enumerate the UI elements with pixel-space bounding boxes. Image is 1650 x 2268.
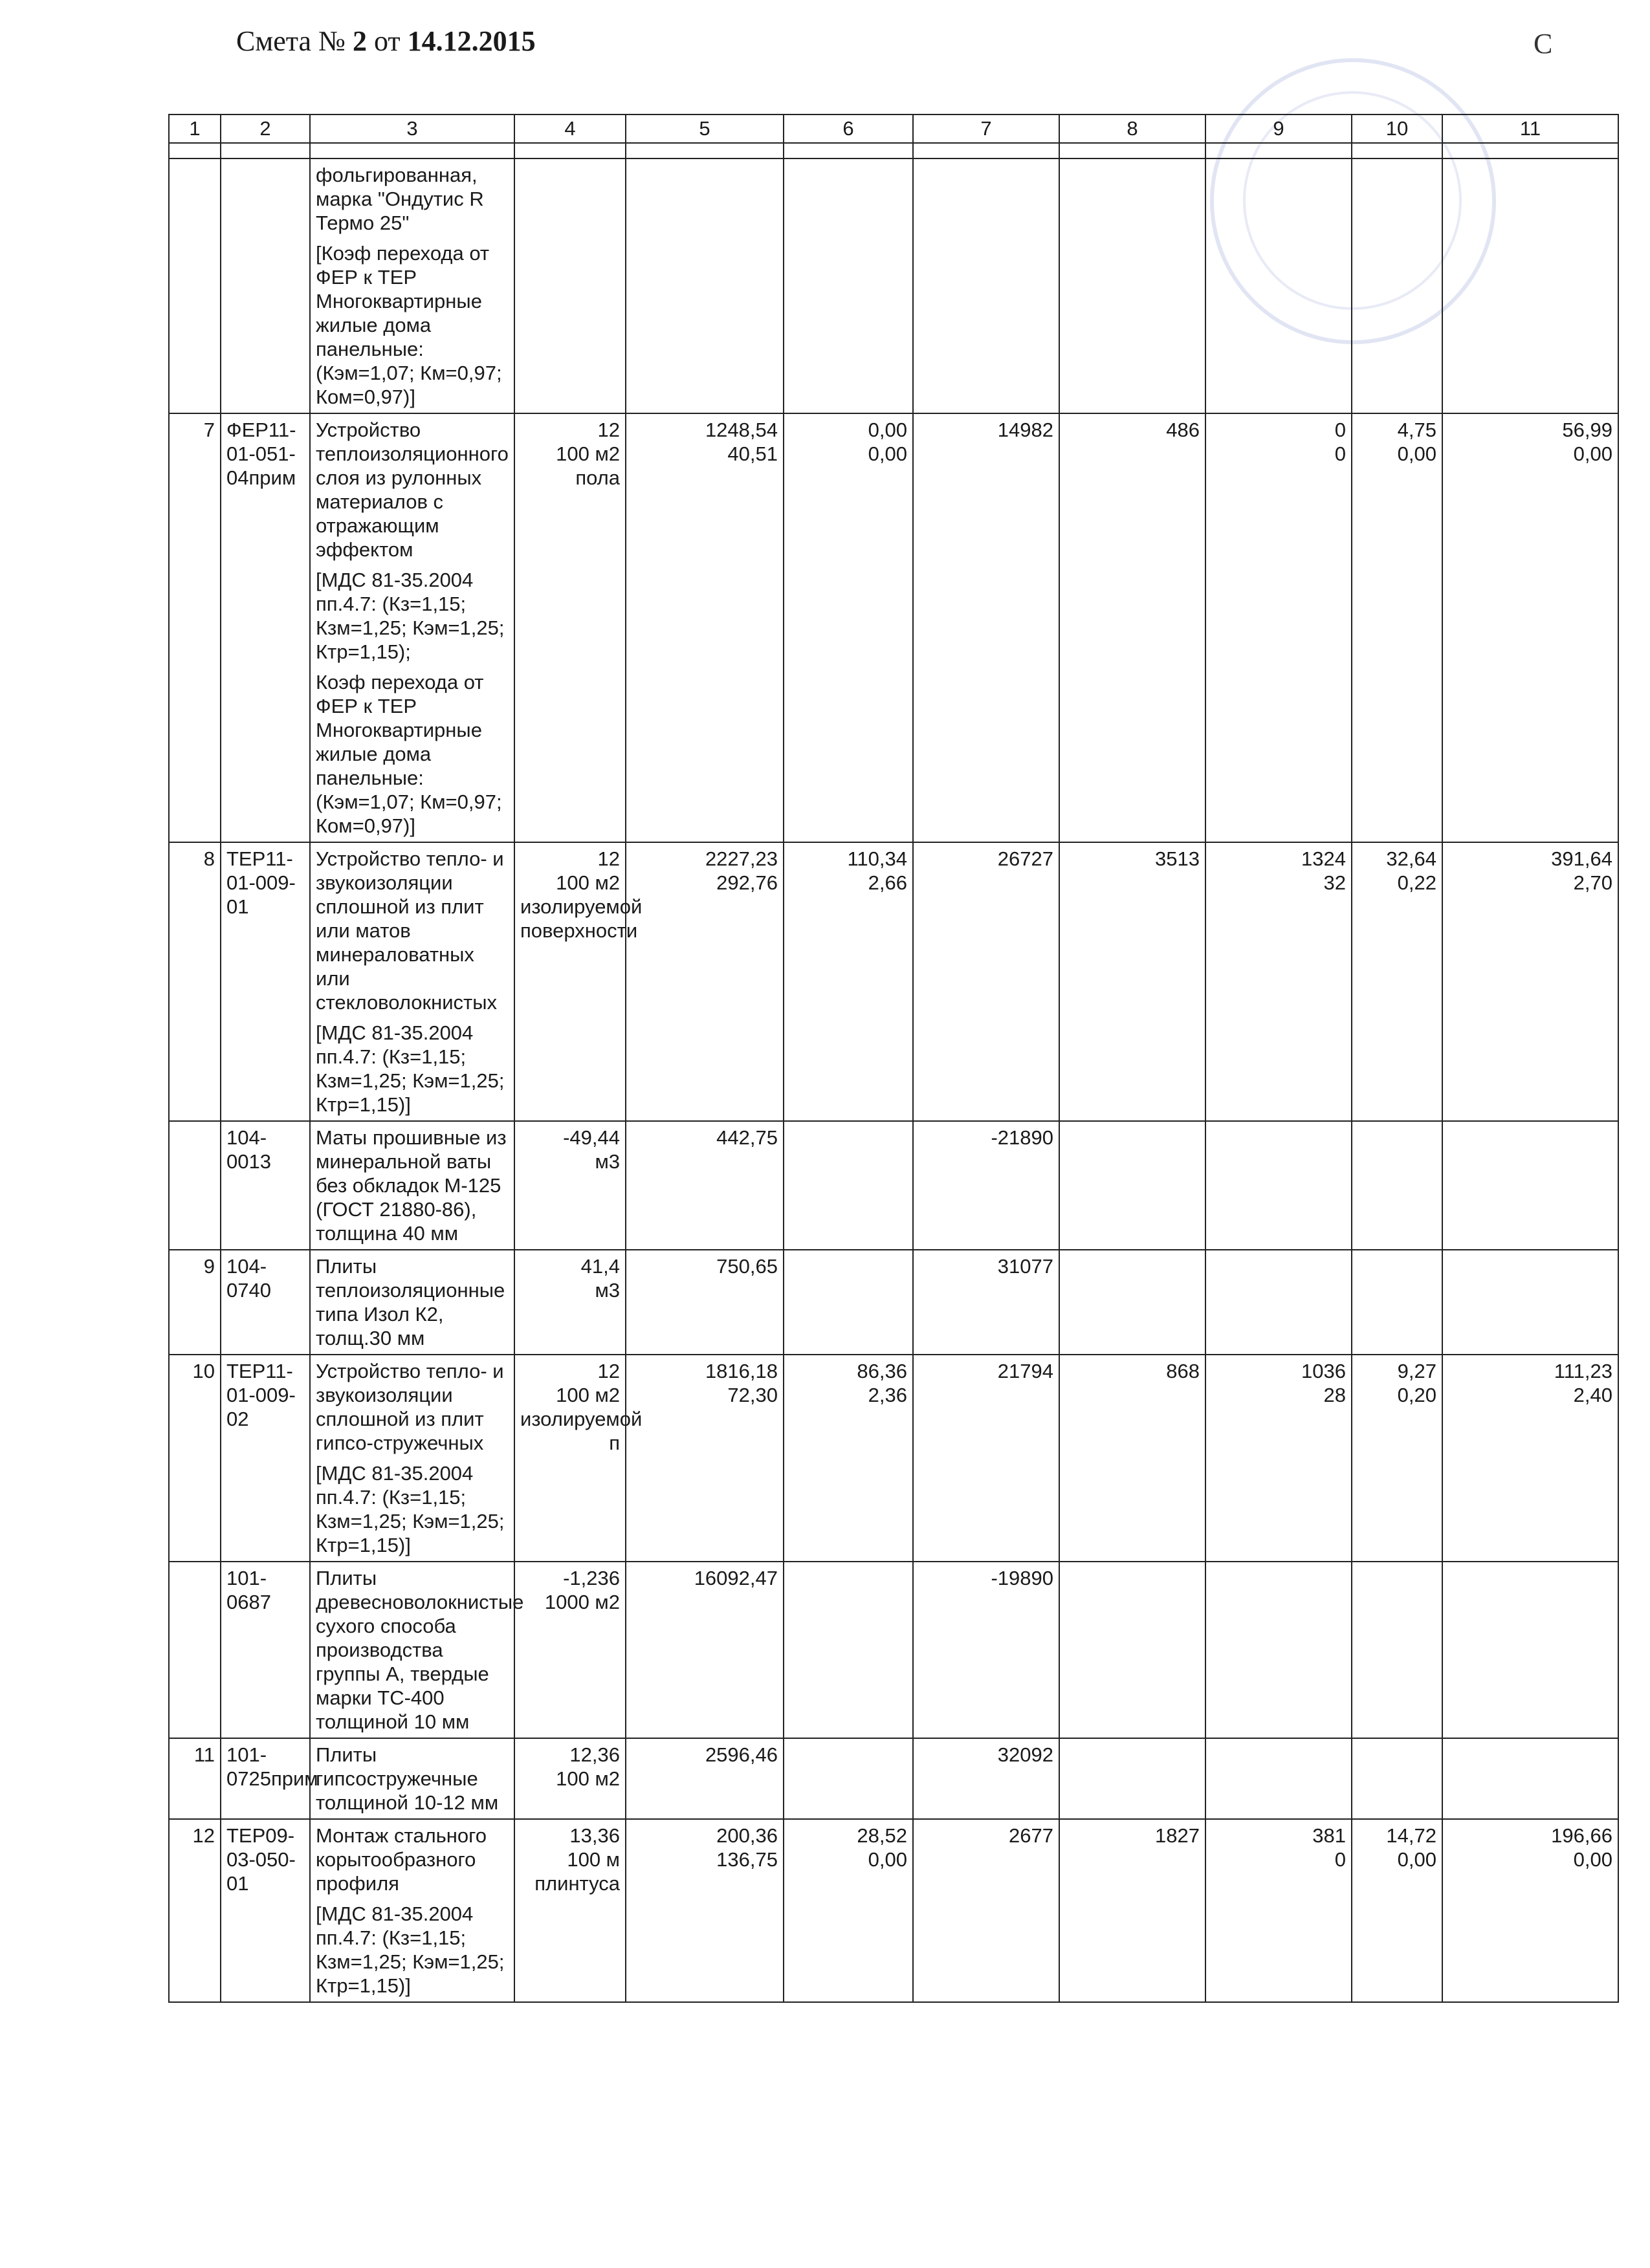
machine-total-line: 0	[1334, 419, 1346, 441]
machine-total-line: 381	[1312, 1824, 1346, 1847]
labor-unit-line: 0,00	[1397, 1848, 1436, 1871]
work-description	[310, 158, 514, 413]
unit-price	[626, 1819, 784, 2002]
column-header: 10	[1352, 114, 1442, 143]
machine-total-line: 1036	[1301, 1360, 1346, 1382]
unit-quantity-line: пола	[575, 466, 620, 489]
labor-unit	[1352, 1562, 1442, 1738]
row-number	[169, 158, 221, 413]
machine-cost-line: 0,00	[868, 419, 907, 441]
machine-total	[1205, 1562, 1352, 1738]
machine-total	[1205, 1250, 1352, 1355]
wages-cost: 3513	[1059, 842, 1205, 1121]
machine-cost-line: 28,52	[857, 1824, 907, 1847]
machine-total-line: 28	[1323, 1384, 1346, 1406]
machine-total-line: 0	[1334, 442, 1346, 465]
rate-code	[221, 158, 310, 413]
wages-cost	[1059, 158, 1205, 413]
unit-quantity-line: 100 м плинтуса	[534, 1848, 620, 1895]
unit-quantity	[514, 158, 626, 413]
column-header: 5	[626, 114, 784, 143]
machine-total-line: 1324	[1301, 847, 1346, 870]
unit-quantity	[514, 413, 626, 842]
column-header: 3	[310, 114, 514, 143]
work-description	[310, 1819, 514, 2002]
estimate-number: 2	[353, 25, 367, 57]
unit-quantity	[514, 1250, 626, 1355]
labor-unit-line: 9,27	[1397, 1360, 1436, 1382]
machine-cost-line: 110,34	[847, 847, 907, 870]
unit-quantity-line: 100 м2	[556, 442, 620, 465]
labor-total-line: 2,70	[1573, 871, 1612, 894]
labor-unit	[1352, 413, 1442, 842]
machine-cost-line: 86,36	[857, 1360, 907, 1382]
table-row	[169, 1121, 1618, 1250]
unit-price	[626, 1355, 784, 1562]
estimate-sheet	[168, 114, 1618, 2003]
unit-quantity-line: -1,236	[563, 1567, 620, 1589]
estimate-date: 14.12.2015	[407, 25, 536, 57]
unit-quantity	[514, 842, 643, 1121]
title-prefix: Смета №	[236, 25, 346, 57]
machine-total	[1205, 413, 1352, 842]
work-description-line: Монтаж стального корытообразного профиля	[316, 1824, 487, 1895]
work-description-line: Маты прошивные из минеральной ваты без обкладок М-125 (ГОСТ 21880-86), толщина 40 мм	[316, 1126, 507, 1245]
labor-unit	[1352, 1819, 1442, 2002]
table-row	[169, 1738, 1618, 1819]
labor-total-line: 0,00	[1573, 1848, 1612, 1871]
unit-price	[626, 1562, 784, 1738]
unit-price-line: 292,76	[716, 871, 778, 894]
machine-total	[1205, 1819, 1352, 2002]
work-description	[310, 1562, 524, 1738]
machine-total	[1205, 1355, 1352, 1562]
total-cost: 26727	[913, 842, 1059, 1121]
row-number: 12	[169, 1819, 221, 2002]
work-description-line: фольгированная, марка "Ондутис R Термо 25"	[316, 164, 484, 234]
labor-total	[1442, 1121, 1618, 1250]
row-number: 8	[169, 842, 221, 1121]
unit-quantity-line: 41,4	[580, 1255, 620, 1278]
unit-quantity-line: м3	[595, 1279, 620, 1302]
row-number: 11	[169, 1738, 221, 1819]
unit-price-line: 1248,54	[705, 419, 778, 441]
wages-cost	[1059, 1250, 1205, 1355]
machine-cost	[784, 1738, 913, 1819]
unit-price	[626, 1250, 784, 1355]
unit-price-line: 2227,23	[705, 847, 778, 870]
machine-cost	[784, 1562, 913, 1738]
unit-price-line: 200,36	[716, 1824, 778, 1847]
labor-total-line: 391,64	[1551, 847, 1612, 870]
total-cost: -21890	[913, 1121, 1059, 1250]
work-description-line: Устройство тепло- и звукоизоляции сплошной из плит гипсо-стружечных	[316, 1360, 504, 1454]
column-header: 2	[221, 114, 310, 143]
labor-unit	[1352, 1121, 1442, 1250]
machine-cost	[784, 1355, 913, 1562]
column-header: 1	[169, 114, 221, 143]
machine-cost	[784, 1250, 913, 1355]
unit-quantity-line: 12	[597, 419, 620, 441]
labor-unit-line: 0,20	[1397, 1384, 1436, 1406]
machine-cost	[784, 1819, 913, 2002]
work-description	[310, 1355, 514, 1562]
unit-quantity-line: 12	[597, 1360, 620, 1382]
machine-cost	[784, 413, 913, 842]
unit-quantity-line: 100 м2 изолируемой п	[520, 1384, 643, 1454]
column-header: 4	[514, 114, 626, 143]
labor-total	[1442, 1738, 1618, 1819]
rate-code: 104-0013	[221, 1121, 310, 1250]
machine-cost-line: 2,66	[868, 871, 907, 894]
unit-quantity-line: 1000 м2	[544, 1591, 620, 1613]
work-description	[310, 1738, 514, 1819]
labor-unit-line: 32,64	[1386, 847, 1436, 870]
estimate-table	[168, 114, 1619, 2003]
unit-price-line: 136,75	[716, 1848, 778, 1871]
machine-total-line: 0	[1334, 1848, 1346, 1871]
row-number: 7	[169, 413, 221, 842]
labor-total	[1442, 158, 1618, 413]
labor-unit-line: 0,00	[1397, 442, 1436, 465]
work-description-line: [МДС 81-35.2004 пп.4.7: (Кз=1,15; Кзм=1,25; Кэм=1,25; Ктр=1,15);	[316, 569, 505, 663]
wages-cost	[1059, 1738, 1205, 1819]
unit-price-line: 16092,47	[694, 1567, 778, 1589]
unit-quantity-line: 12	[597, 847, 620, 870]
machine-cost	[784, 158, 913, 413]
machine-total-line: 32	[1323, 871, 1346, 894]
unit-quantity	[514, 1355, 643, 1562]
rate-code: ТЕР11-01-009-02	[221, 1355, 310, 1562]
work-description-line: [МДС 81-35.2004 пп.4.7: (Кз=1,15; Кзм=1,25; Кэм=1,25; Ктр=1,15)]	[316, 1021, 505, 1116]
column-number-row	[169, 114, 1618, 143]
labor-total-line: 111,23	[1554, 1360, 1612, 1382]
table-row	[169, 158, 1618, 413]
table-row	[169, 1562, 1618, 1738]
unit-price	[626, 842, 784, 1121]
unit-price-line: 40,51	[727, 442, 778, 465]
labor-unit-line: 0,22	[1397, 871, 1436, 894]
table-row	[169, 1819, 1618, 2002]
unit-price-line: 2596,46	[705, 1743, 778, 1766]
work-description-line: Коэф перехода от ФЕР к ТЕР Многоквартирные жилые дома панельные: (Кэм=1,07; Км=0,97; Ком=0,97)]	[316, 671, 502, 837]
labor-unit	[1352, 158, 1442, 413]
unit-price	[626, 158, 784, 413]
work-description-line: Плиты гипсостружечные толщиной 10-12 мм	[316, 1743, 499, 1814]
total-cost: 21794	[913, 1355, 1059, 1562]
machine-total	[1205, 1738, 1352, 1819]
labor-unit-line: 4,75	[1397, 419, 1436, 441]
total-cost: 14982	[913, 413, 1059, 842]
work-description-line: [МДС 81-35.2004 пп.4.7: (Кз=1,15; Кзм=1,25; Кэм=1,25; Ктр=1,15)]	[316, 1462, 505, 1556]
labor-unit	[1352, 1355, 1442, 1562]
machine-cost-line: 2,36	[868, 1384, 907, 1406]
column-header: 9	[1205, 114, 1352, 143]
spacer-row	[169, 143, 1618, 158]
rate-code: 101-0725прим	[221, 1738, 310, 1819]
table-row	[169, 842, 1618, 1121]
labor-total	[1442, 1355, 1618, 1562]
total-cost: 31077	[913, 1250, 1059, 1355]
unit-price-line: 750,65	[716, 1255, 778, 1278]
rate-code: 104-0740	[221, 1250, 310, 1355]
wages-cost	[1059, 1121, 1205, 1250]
unit-price	[626, 413, 784, 842]
total-cost	[913, 158, 1059, 413]
machine-cost	[784, 1121, 913, 1250]
unit-quantity-line: 100 м2 изолируемой поверхности	[520, 871, 643, 942]
column-header: 11	[1442, 114, 1618, 143]
work-description	[310, 1250, 514, 1355]
row-number	[169, 1562, 221, 1738]
unit-quantity-line: 13,36	[569, 1824, 620, 1847]
work-description	[310, 842, 514, 1121]
table-row	[169, 1250, 1618, 1355]
rate-code: ТЕР11-01-009-01	[221, 842, 310, 1121]
table-row	[169, 1355, 1618, 1562]
unit-price	[626, 1121, 784, 1250]
row-number	[169, 1121, 221, 1250]
unit-quantity-line: 100 м2	[556, 1767, 620, 1790]
total-cost: 32092	[913, 1738, 1059, 1819]
unit-quantity	[514, 1121, 626, 1250]
machine-total	[1205, 1121, 1352, 1250]
wages-cost: 486	[1059, 413, 1205, 842]
labor-total-line: 0,00	[1573, 442, 1612, 465]
wages-cost: 1827	[1059, 1819, 1205, 2002]
labor-total	[1442, 1250, 1618, 1355]
labor-total-line: 56,99	[1562, 419, 1612, 441]
total-cost: -19890	[913, 1562, 1059, 1738]
rate-code: 101-0687	[221, 1562, 310, 1738]
unit-quantity	[514, 1738, 626, 1819]
work-description	[310, 1121, 514, 1250]
work-description-line: Плиты теплоизоляционные типа Изол К2, толщ.30 мм	[316, 1255, 505, 1349]
labor-unit	[1352, 842, 1442, 1121]
machine-cost-line: 0,00	[868, 442, 907, 465]
column-header: 6	[784, 114, 913, 143]
table-row	[169, 413, 1618, 842]
unit-quantity	[514, 1562, 626, 1738]
unit-quantity	[514, 1819, 626, 2002]
unit-price-line: 442,75	[716, 1126, 778, 1149]
unit-quantity-line: 12,36	[569, 1743, 620, 1766]
work-description-line: [Коэф перехода от ФЕР к ТЕР Многоквартирные жилые дома панельные: (Кэм=1,07; Км=0,97; Ком=0,97)]	[316, 242, 502, 408]
unit-quantity-line: м3	[595, 1150, 620, 1173]
corner-mark: С	[1534, 28, 1553, 60]
unit-price	[626, 1738, 784, 1819]
work-description-line: Плиты древесноволокнистые сухого способа производства группы А, твердые марки ТС-400 толщиной 10 мм	[316, 1567, 524, 1733]
labor-total-line: 2,40	[1573, 1384, 1612, 1406]
rate-code: ФЕР11-01-051-04прим	[221, 413, 310, 842]
machine-cost-line: 0,00	[868, 1848, 907, 1871]
machine-total	[1205, 158, 1352, 413]
unit-quantity-line: -49,44	[563, 1126, 620, 1149]
labor-total	[1442, 1562, 1618, 1738]
labor-total-line: 196,66	[1551, 1824, 1612, 1847]
wages-cost: 868	[1059, 1355, 1205, 1562]
column-header: 8	[1059, 114, 1205, 143]
labor-unit	[1352, 1738, 1442, 1819]
unit-price-line: 72,30	[727, 1384, 778, 1406]
machine-total	[1205, 842, 1352, 1121]
labor-unit	[1352, 1250, 1442, 1355]
work-description-line: Устройство тепло- и звукоизоляции сплошной из плит или матов минераловатных или стекловолокнистых	[316, 847, 504, 1014]
row-number: 10	[169, 1355, 221, 1562]
wages-cost	[1059, 1562, 1205, 1738]
work-description-line: [МДС 81-35.2004 пп.4.7: (Кз=1,15; Кзм=1,25; Кэм=1,25; Ктр=1,15)]	[316, 1903, 505, 1997]
column-header: 7	[913, 114, 1059, 143]
estimate-rows	[169, 158, 1618, 2002]
total-cost: 2677	[913, 1819, 1059, 2002]
labor-total	[1442, 842, 1618, 1121]
date-prefix: от	[374, 25, 401, 57]
machine-cost	[784, 842, 913, 1121]
work-description	[310, 413, 514, 842]
labor-unit-line: 14,72	[1386, 1824, 1436, 1847]
row-number: 9	[169, 1250, 221, 1355]
labor-total	[1442, 413, 1618, 842]
unit-price-line: 1816,18	[705, 1360, 778, 1382]
document-title	[236, 25, 536, 58]
work-description-line: Устройство теплоизоляционного слоя из рулонных материалов с отражающим эффектом	[316, 419, 509, 561]
rate-code: ТЕР09-03-050-01	[221, 1819, 310, 2002]
labor-total	[1442, 1819, 1618, 2002]
